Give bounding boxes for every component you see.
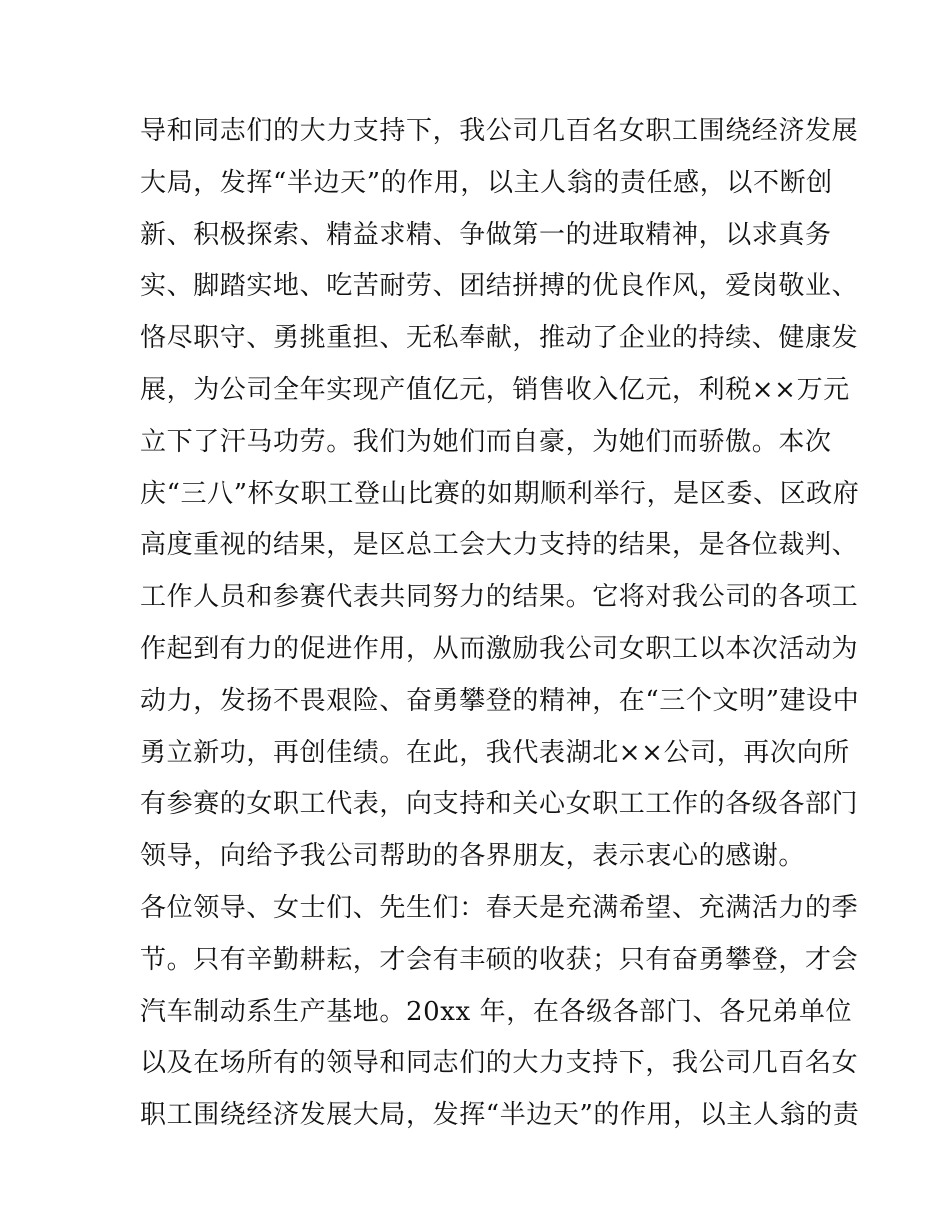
text-line: 大局，发挥“半边天”的作用，以主人翁的责任感，以不断创 [140, 167, 833, 198]
text-line: 实、脚踏实地、吃苦耐劳、团结拼搏的优良作风，爱岗敬业、 [140, 271, 859, 302]
paragraph-start-line: 各位领导、女士们、先生们：春天是充满希望、充满活力的季 [140, 892, 859, 923]
text-line: 工作人员和参赛代表共同努力的结果。它将对我公司的各项工 [140, 582, 859, 613]
text-line: 汽车制动系生产基地。20xx 年，在各级各部门、各兄弟单位 [140, 996, 853, 1027]
text-line: 动力，发扬不畏艰险、奋勇攀登的精神，在“三个文明”建设中 [140, 685, 860, 716]
text-line: 节。只有辛勤耕耘，才会有丰硕的收获；只有奋勇攀登，才会 [140, 944, 859, 975]
text-line: 新、积极探索、精益求精、争做第一的进取精神，以求真务 [140, 219, 832, 250]
text-line: 有参赛的女职工代表，向支持和关心女职工工作的各级各部门 [140, 789, 859, 820]
text-line: 展，为公司全年实现产值亿元，销售收入亿元，利税××万元 [140, 374, 850, 405]
text-line: 恪尽职守、勇挑重担、无私奉献，推动了企业的持续、健康发 [140, 323, 859, 354]
text-line: 庆“三八”杯女职工登山比赛的如期顺利举行，是区委、区政府 [140, 478, 860, 509]
text-line: 领导，向给予我公司帮助的各界朋友，表示衷心的感谢。 [140, 841, 806, 872]
text-line: 职工围绕经济发展大局，发挥“半边天”的作用，以主人翁的责 [140, 1100, 860, 1131]
text-line: 勇立新功，再创佳绩。在此，我代表湖北××公司，再次向所 [140, 737, 850, 768]
text-line: 作起到有力的促进作用，从而激励我公司女职工以本次活动为 [140, 633, 859, 664]
body-text [140, 106, 860, 1142]
text-line: 以及在场所有的领导和同志们的大力支持下，我公司几百名女 [140, 1048, 859, 1079]
text-line: 立下了汗马功劳。我们为她们而自豪，为她们而骄傲。本次 [140, 426, 832, 457]
text-line: 高度重视的结果，是区总工会大力支持的结果，是各位裁判、 [140, 530, 859, 561]
text-line: 导和同志们的大力支持下，我公司几百名女职工围绕经济发展 [140, 116, 859, 146]
